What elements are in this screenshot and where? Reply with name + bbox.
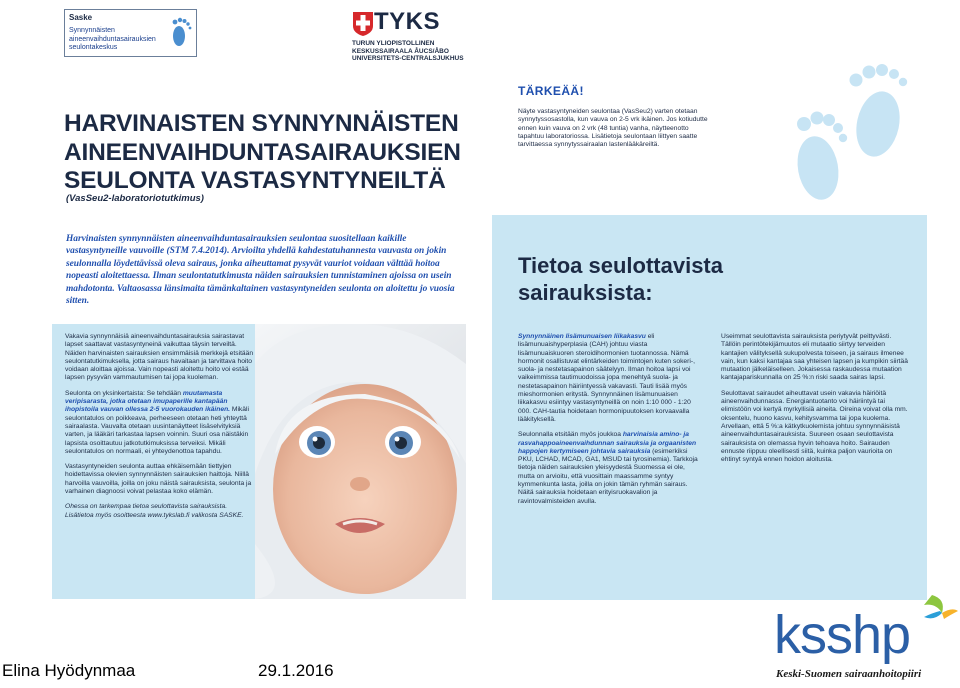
left-paragraph-1: Vakavia synnynnäisiä aineenvaihduntasairauksia sairastavat lapset saattavat vastasyntyneinä vaikuttaa täysin terveiltä. Näiden harvinaisten sairauksien ensimmäisiä merkkejä etsitään seulontatutkimuksella, jotta sairaus havaitaan ja tarvittava hoito voidaan aloittaa ajoissa. Vain nopeasti aloitettu hoito voi estää lapsen pysyvän vammautumisen tai jopa kuoleman. — [65, 333, 254, 382]
section-title: Tietoa seulottavista sairauksista: — [518, 253, 723, 305]
important-title: TÄRKEÄÄ! — [518, 84, 584, 98]
ksshp-bird-icon — [924, 595, 958, 619]
foot-icon — [170, 16, 192, 48]
tyks-subtitle: TURUN YLIOPISTOLLINEN KESKUSSAIRAALA ÅUCS/ÅBO UNIVERSITETS-CENTRALSJUKHUS — [352, 40, 464, 62]
p2-rest-text: Mikäli seulontatulos on poikkeava, perheeseen otetaan heti yhteyttä sairaalasta. Vauvalta otetaan uusintanäytteet lisäselvityksiä varten, ja lääkäri tarkastaa lapsen voinnin. Suuri osa näistäkin lapsista osoittautuu jatkotutkimuksissa terveiksi. Mikäli seulontatulos on normaali, ei yhteydenottoa tapahdu. — [65, 406, 249, 455]
headline — [64, 110, 464, 196]
cah-body-text: eli lisämunuaishyperplasia (CAH) johtuu viasta lisämunuaiskuoren steroidihormonien tuotannossa. Nämä hormonit osallistuvat elintärkeiden toimintojen kuten sokeri-, suola- ja nestetasapainon säätelyyn. Ilman hoitoa lapsi voi vaikeimmissa tautimuodoissa jopa menehtyä suola- ja nestetasapainon häiriintyessä vakavasti. Tauti lisää myös mieshormonien eritystä. Synnynnäinen lisämunuaisen liikakasvu esiintyy vastasyntyneillä on noin 1:10 000 - 1:20 000. CAH-tautia hoidetaan hormonipuutoksen korvaavalla lääkityksellä. — [518, 333, 695, 423]
subheading: (VasSeu2-laboratoriotutkimus) — [66, 193, 204, 204]
ksshp-logo-text: ksshp — [774, 605, 911, 665]
intro-paragraph: Harvinaisten synnynnäisten aineenvaihduntasairauksien seulontaa suositellaan kaikille vastasyntyneille vauvoille (STM 7.4.2014). Arvioilta yhdellä kahdestatuhannesta vauvasta on jokin seulonnalla löydettävissä oleva sairaus, jonka aiheuttamat pysyvät vauriot voidaan välttää hoitoa nopeasti aloitettaessa. Ilman seulontatutkimusta näiden sairauksien tunnistaminen ajoissa on usein mahdotonta. Valtaosassa länsimaita tämänkaltainen vastasyntyneiden seulonta on aloitettu jo vuosia sitten. — [66, 234, 455, 307]
left-paragraph-2 — [65, 390, 255, 456]
saske-title: Saske — [69, 13, 93, 22]
left-paragraph-4: Ohessa on tarkempaa tietoa seulottavista sairauksista. Lisätietoa myös osoitteesta www.tykslab.fi valikosta SASKE. — [65, 503, 244, 519]
metabolic-intro-text: Seulonnalla etsitään myös joukkoa — [518, 431, 623, 439]
symptoms-paragraph: Seulottavat sairaudet aiheuttavat usein vakavia häiriöitä aineenvaihdunnassa. Energiantuotanto voi häiriintyä tai elimistöön voi kertyä myrkyllisiä aineita. Oireina voivat olla mm. oksentelu, huono kasvu, kehitysvamma tai jopa kuolema. Arvellaan, että 5 %:a kätkytkuolemista johtuu synnynnäisistä aineenvaihduntasairauksista. Suureen osaan seulottavista sairauksista on olemassa hyvin tehoava hoito. Sairauden ennuste riippuu oleellisesti siitä, kuinka paljon vaurioita on ehtinyt syntyä ennen hoidon aloitusta. — [721, 389, 908, 464]
tyks-cross-icon — [352, 11, 374, 37]
headline-line-3: SEULONTA VASTASYNTYNEILTÄ — [64, 167, 446, 194]
p2-highlight-text: muutamasta veripisarasta, jotka otetaan imupaperille kantapään ihopistoila vauvan ollessa 2-5 vuorokauden ikäinen. — [65, 389, 231, 414]
footer-date: 29.1.2016 — [258, 661, 334, 680]
p2-intro-text: Seulonta on yksinkertaista: Se tehdään — [65, 389, 183, 397]
right-text-column-2 — [721, 333, 911, 471]
right-text-column-1 — [518, 333, 698, 513]
inheritance-paragraph: Useimmat seulottavista sairauksista periytyvät peittyvästi. Tällöin perintötekijämuutos eli mutaatio siirtyy terveiden kantajien välityksellä sukupolvesta toiseen, ja sairaus ilmenee vain, kun kaksi kantajaa saa yhteisen lapsen ja kumpikin siirtää mutaation jälkeläiselleen. Jokaisessa raskaudessa mutaation kantajapariskunnalla on 25 %:n riski saada sairas lapsi. — [721, 333, 908, 382]
important-text: Näyte vastasyntyneiden seulontaa (VasSeu2) varten otetaan synnytyssosastolla, kun vauva on 2-5 vrk ikäinen. Jos kotiudutte ennen kuin vauva on 2 vrk (48 tuntia) vanha, näytteenotto tapahtuu laboratoriossa. Lisätietoja seulontaan liittyen saatte tarvittaessa synnytyssairaalan lastenlääkäreiltä. — [518, 108, 708, 149]
saske-subtitle: Synnynnäisten aineenvaihduntasairauksien seulontakeskus — [69, 27, 156, 51]
metabolic-highlight-text: harvinaisia amino- ja rasvahappoaineenvaihdunnan sairauksia ja orgaanisten happojen kertymiseen johtavia sairauksia — [518, 431, 697, 455]
headline-line-2: AINEENVAIHDUNTASAIRAUKSIEN — [64, 138, 461, 166]
ksshp-subtitle: Keski-Suomen sairaanhoitopiiri — [776, 668, 922, 680]
baby-feet-icon — [786, 58, 916, 203]
tyks-name: TYKS — [374, 8, 441, 35]
left-paragraph-3: Vastasyntyneiden seulonta auttaa ehkäisemään tiettyjen hoidettavissa olevien synnynnäisten sairauksien haittoja. Niillä harvoilla vauvoilla, joilla on joku näistä sairauksista, seulonta ja varhainen diagnoosi voivat pelastaa koko elämän. — [65, 463, 252, 496]
cah-paragraph — [518, 333, 698, 424]
footer-author: Elina Hyödynmaa — [2, 661, 136, 680]
baby-photo — [255, 324, 466, 599]
metabolic-body-text: (esimerkiksi PKU, LCHAD, MCAD, GA1, MSUD tai tyrosinemia). Tarkkoja tietoja näiden sairauksien yleisyydestä Suomessa ei ole, mutta on arvioitu, että vuosittain maassamme syntyy kymmenkunta lasta, joilla on jokin tämän ryhmän sairaus. Näitä sairauksia hoidetaan erityisruokavalion ja ravintovalmisteiden avulla. — [518, 447, 698, 505]
cah-title-text: Synnynnäinen lisämunuaisen liikakasvu — [518, 333, 646, 340]
metabolic-paragraph — [518, 431, 698, 506]
headline-line-1: HARVINAISTEN SYNNYNNÄISTEN — [64, 110, 459, 137]
left-text-column — [65, 333, 255, 527]
saske-logo-box — [64, 9, 197, 57]
ksshp-logo — [774, 591, 960, 667]
